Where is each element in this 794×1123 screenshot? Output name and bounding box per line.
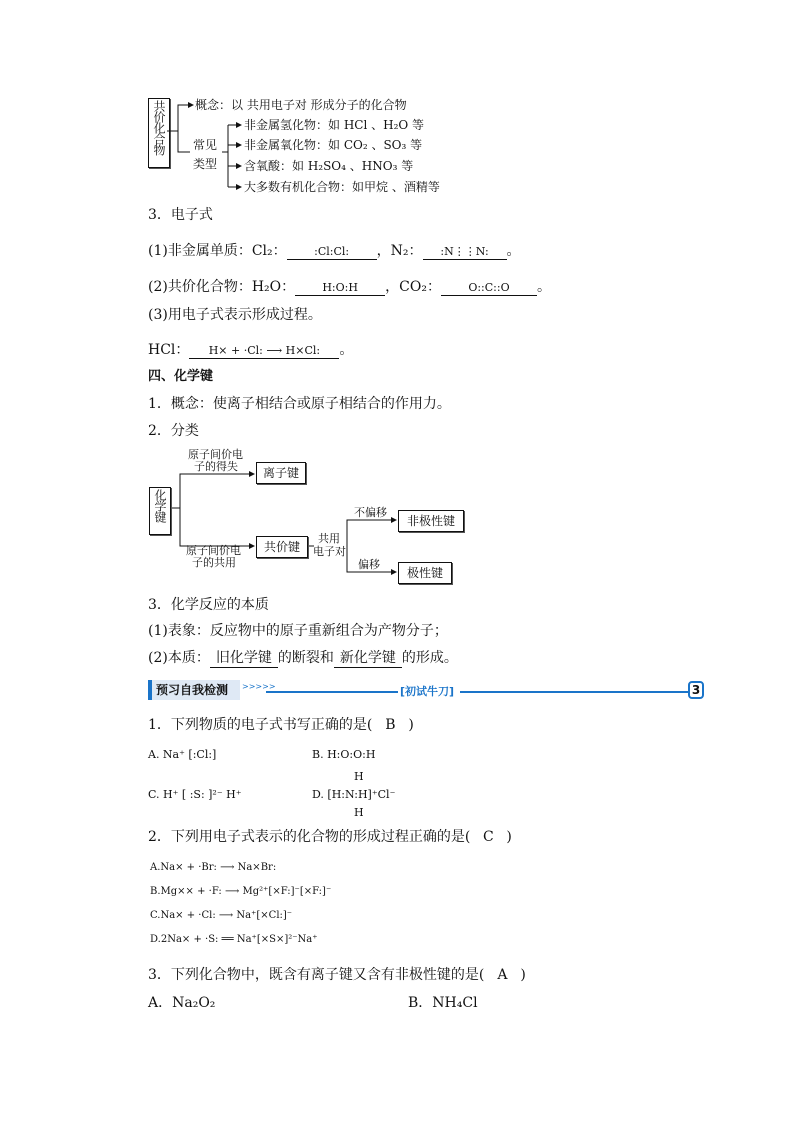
covalent-concept: 概念：以 共用电子对 形成分子的化合物: [195, 98, 407, 112]
q2-close: ): [506, 829, 512, 845]
q3-close: ): [520, 967, 526, 983]
sec3-l2-mid: ，CO₂：: [385, 279, 441, 295]
polar-bond-box: [398, 562, 452, 584]
q2-stem-line: [148, 828, 512, 846]
banner-line-right: [460, 691, 688, 693]
sec3-line3: (3)用电子式表示形成过程。: [148, 307, 322, 323]
types-label-1: 常见: [193, 138, 218, 152]
sec3-l1-mid: ，N₂：: [376, 243, 423, 259]
q1-option-c: C. H⁺ [ :S: ]²⁻ H⁺: [148, 788, 242, 801]
cl2-electron-formula: :Cl:Cl:: [287, 243, 377, 260]
sec3-l4-end: 。: [339, 342, 354, 358]
q1-option-d-bottom: H: [354, 806, 364, 819]
sec4-heading: 四、化学键: [148, 369, 214, 384]
covalent-bond-label: 共价键: [263, 540, 300, 554]
q1-stem: 1．下列物质的电子式书写正确的是(: [148, 717, 373, 733]
item3-2-c: 的形成。: [401, 650, 458, 666]
nonpolar-bond-box: [398, 510, 464, 532]
item3-2-a: (2)本质：: [148, 650, 210, 666]
shift-label: 偏移: [358, 558, 380, 571]
ionic-bond-label: 离子键: [262, 466, 299, 480]
type-oxide: 非金属氧化物：如 CO₂ 、SO₃ 等: [244, 138, 423, 152]
old-bond-answer: 旧化学键: [210, 649, 278, 668]
no-shift-label: 不偏移: [354, 506, 387, 519]
q1-option-b: B. H:O:O:H: [312, 748, 376, 761]
types-label-2: 类型: [193, 157, 218, 171]
sec3-l2-end: 。: [536, 279, 551, 295]
q3-stem: 3．下列化合物中，既含有离子键又含有非极性键的是(: [148, 967, 485, 983]
q3-stem-line: [148, 966, 526, 984]
bond-root-box: [149, 487, 171, 535]
type-organic: 大多数有机化合物：如甲烷 、酒精等: [244, 180, 440, 194]
q2-option-c: C.Na× + ·Cl: ⟶ Na⁺[×Cl:]⁻: [150, 910, 293, 921]
q2-option-d: D.2Na× + ·S: ══ Na⁺[×S×]²⁻Na⁺: [150, 934, 318, 945]
q2-option-a: A.Na× + ·Br: ⟶ Na×Br:: [150, 862, 277, 873]
sec3-l1-label: (1)非金属单质：Cl₂：: [148, 243, 287, 259]
hcl-formation-process: H× + ·Cl: ⟶ H×Cl:: [189, 342, 339, 359]
share-label-1: 共用: [318, 532, 340, 545]
q2-option-b: B.Mg×× + ·F: ⟶ Mg²⁺[×F:]⁻[×F:]⁻: [150, 886, 332, 897]
lower-label-2: 子的共用: [192, 556, 236, 569]
lower-label-1: 原子间价电: [186, 544, 241, 557]
upper-label-2: 子的得失: [194, 460, 238, 473]
co2-electron-formula: O::C::O: [441, 279, 537, 296]
covalent-bond-box: [256, 536, 308, 558]
sec3-title: 3．电子式: [148, 207, 213, 223]
new-bond-answer: 新化学键: [334, 649, 402, 668]
banner-line-left: [266, 691, 398, 693]
item3-2-b: 的断裂和: [277, 650, 334, 666]
q1-close: ): [408, 717, 414, 733]
page-number-badge: [688, 681, 704, 699]
banner-arrows: >>>>>: [242, 682, 276, 691]
q3-option-b: B．NH₄Cl: [408, 995, 478, 1011]
q1-answer: B: [385, 717, 396, 733]
sec3-l2-label: (2)共价化合物：H₂O：: [148, 279, 296, 295]
q1-option-d: D. [H:N:H]⁺Cl⁻: [312, 788, 396, 801]
sec3-l1-end: 。: [506, 243, 521, 259]
q1-option-d-top: H: [354, 770, 364, 783]
upper-label-1: 原子间价电: [188, 448, 243, 461]
sec4-item3: 3．化学反应的本质: [148, 597, 269, 613]
q2-answer: C: [483, 829, 494, 845]
h2o-electron-formula: H:O:H: [295, 279, 385, 296]
nonpolar-bond-label: 非极性键: [406, 514, 455, 528]
sec4-item2: 2．分类: [148, 423, 199, 439]
self-check-banner: [148, 680, 706, 700]
type-oxyacid: 含氧酸：如 H₂SO₄ 、HNO₃ 等: [244, 159, 414, 173]
q1-option-a: A. Na⁺ [:Cl:]: [148, 748, 217, 761]
banner-tag: [初试牛刀]: [400, 685, 455, 698]
q2-stem: 2．下列用电子式表示的化合物的形成过程正确的是(: [148, 829, 471, 845]
sec3-l4-label: HCl：: [148, 342, 190, 358]
polar-bond-label: 极性键: [406, 566, 443, 580]
sec4-item3-2: [148, 649, 458, 668]
q1-stem-line: [148, 716, 414, 734]
q3-answer: A: [497, 967, 508, 983]
sec4-item1: 1．概念：使离子相结合或原子相结合的作用力。: [148, 396, 451, 412]
page-number: 3: [691, 683, 701, 697]
n2-electron-formula: :N⋮⋮N:: [423, 243, 507, 260]
bond-root-label: 化学键: [153, 489, 167, 522]
q3-option-a: A．Na₂O₂: [148, 995, 216, 1011]
banner-title: 预习自我检测: [156, 683, 229, 697]
share-label-2: 电子对: [313, 545, 346, 558]
covalent-root-label: 共价化合物: [152, 100, 166, 155]
ionic-bond-box: [256, 462, 306, 484]
type-hydride: 非金属氢化物：如 HCl 、H₂O 等: [244, 118, 425, 132]
sec4-item3-1: (1)表象：反应物中的原子重新组合为产物分子；: [148, 623, 448, 639]
